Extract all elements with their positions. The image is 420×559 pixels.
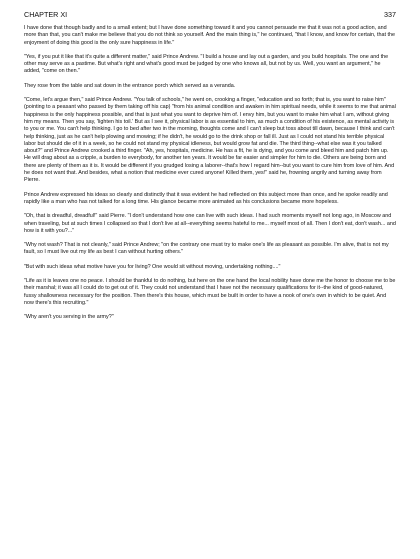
paragraph: "Why aren't you serving in the army?"	[24, 314, 114, 321]
paragraph: I have done that though badly and to a small extent; but I have done something toward it and you cannot persuade me that it was not a good action, and more than that, you can't make me believe that you do not think so yourself. And the main thing is," he continued, "that I know, and know for certain, that the enjoyment of doing this good is the only sure happiness in life."	[24, 25, 396, 46]
paragraph: "Life as it is leaves one no peace. I should be thankful to do nothing, but here on the one hand the local nobility have done me the honor to choose me to be their marshal; it was all I could do to get out of it. They could not understand that I have not the necessary qualifications for it--the kind of good-natured, fussy shallowness necessary for the position. Then there's this house, which must be built in order to have a nook of one's own in which to be quiet. And now there's this recruiting."	[24, 278, 396, 306]
page-header	[24, 10, 396, 19]
book-page	[24, 10, 396, 329]
paragraph: "Yes, if you put it like that it's quite a different matter," said Prince Andrew. "I build a house and lay out a garden, and you build hospitals. The one and the other may serve as a pastime. But what's right and what's good must be judged by one who knows all, but not by us. Well, you want an argument," he added, "come on then."	[24, 53, 389, 75]
paragraph: "Come, let's argue then," said Prince Andrew. "You talk of schools," he went on, crooking a finger, "education and so forth; that is, you want to raise him" (pointing to a peasant who passed by them taking off his cap) "from his animal condition and awaken in him spiritual needs, while it seems to me that animal happiness is the only happiness possible, and that is just what you want to deprive him of. I envy him, but you want to make him what I am, without giving him my means. Then you say, 'lighten his toil.' But as I see it, physical labor is as essential to him, as much a condition of his existence, as mental activity is to you or me. You can't help thinking. I go to bed after two in the morning, thoughts come and I can't sleep but toss about till dawn, because I think and can't help thinking, just as he can't help plowing and mowing; if he didn't, he would go to the drink shop or fall ill. Just as I could not stand his terrible physical labor but should die of it in a week, so he could not stand my physical idleness, but would grow fat and die. The third thing--what else was it you talked about?" and Prince Andrew crooked a third finger. "Ah, yes, hospitals, medicine. He has a fit, he is dying, and you come and bleed him and patch him up. He will drag about as a cripple, a burden to everybody, for another ten years. It would be far easier and simpler for him to die. Others are being born and there are plenty of them as it is. It would be different if you grudged losing a laborer--that's how I regard him--but you want to cure him from love of him. And he does not want that. And besides, what a notion that medicine ever cured anyone! Killed them, yes!" said he, frowning angrily and turning away from Pierre.	[24, 97, 396, 184]
paragraph: Prince Andrew expressed his ideas so clearly and distinctly that it was evident he had reflected on this subject more than once, and he spoke readily and rapidly like a man who has not talked for a long time. His glance became more animated as his conclusions became more hopeless.	[24, 191, 388, 205]
paragraph: "Oh, that is dreadful, dreadful!" said Pierre. "I don't understand how one can live with such ideas. I had such moments myself not long ago, in Moscow and when traveling, but at such times I collapsed so that I don't live at all--everything seems hateful to me... myself most of all. Then I don't eat, don't wash... and how is it with you?..."	[24, 213, 396, 234]
paragraph: "Why not wash? That is not cleanly," said Prince Andrew; "on the contrary one must try to make one's life as pleasant as possible. I'm alive, that is not my fault, so I must live out my life as best I can without hurting others."	[24, 242, 389, 256]
chapter-title: CHAPTER XI	[24, 10, 68, 19]
page-number: 337	[384, 10, 396, 19]
paragraph: They rose from the table and sat down in the entrance porch which served as a veranda.	[24, 82, 236, 89]
paragraph: "But with such ideas what motive have you for living? One would sit without moving, undertaking nothing...."	[24, 263, 281, 270]
